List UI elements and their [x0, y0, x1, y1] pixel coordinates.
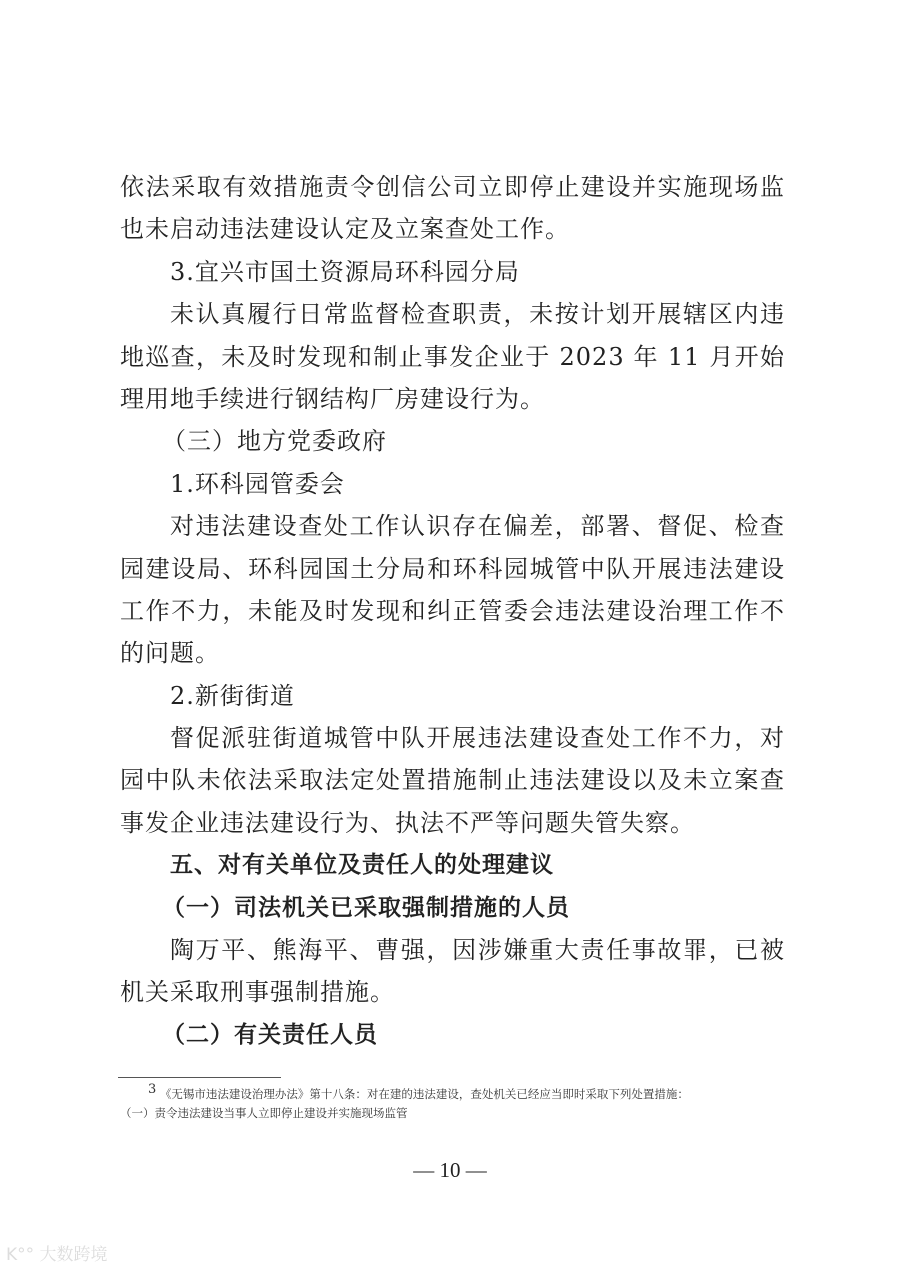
- body-line: 督促派驻街道城管中队开展违法建设查处工作不力，对: [170, 724, 785, 753]
- watermark-logo: K°° 大数跨境: [6, 1245, 108, 1265]
- body-line: 也未启动违法建设认定及立案查处工作。: [120, 215, 570, 244]
- footnote-divider: [118, 1077, 281, 1078]
- body-line: 园中队未依法采取法定处置措施制止违法建设以及未立案查: [120, 766, 785, 795]
- section-heading: 1.环科园管委会: [170, 469, 345, 498]
- line-text: 依法采取有效措施责令创信公司立即停止建设并实施现场监: [120, 173, 785, 201]
- body-line: 事发企业违法建设行为、执法不严等问题失管失察。: [120, 808, 695, 837]
- body-line: 工作不力，未能及时发现和纠正管委会违法建设治理工作不: [120, 596, 785, 625]
- section-heading: 3.宜兴市国土资源局环科园分局: [170, 257, 520, 286]
- section-heading-bold: 五、对有关单位及责任人的处理建议: [170, 852, 554, 879]
- body-line: 对违法建设查处工作认识存在偏差，部署、督促、检查: [170, 512, 785, 541]
- body-line: 未认真履行日常监督检查职责，未按计划开展辖区内违: [170, 300, 785, 329]
- body-line: 地巡查，未及时发现和制止事发企业于 2023 年 11 月开始: [120, 342, 785, 371]
- footnote-text: 《无锡市违法建设治理办法》第十八条：对在建的违法建设，查处机关已经应当即时采取下列处置措施：: [159, 1087, 689, 1101]
- footnote-line: （一）责令违法建设当事人立即停止建设并实施现场监管: [120, 1106, 408, 1120]
- section-heading-bold: （二）有关责任人员: [162, 1021, 378, 1048]
- page-number: — 10 —: [413, 1158, 487, 1182]
- section-heading-bold: （一）司法机关已采取强制措施的人员: [162, 894, 570, 921]
- body-line: [120, 166, 785, 208]
- footnote: [120, 1082, 800, 1123]
- footnote-mark: 3: [148, 1082, 157, 1098]
- body-line: 机关采取刑事强制措施。: [120, 978, 395, 1007]
- body-line: 理用地手续进行钢结构厂房建设行为。: [120, 384, 545, 413]
- section-heading: 2.新街街道: [170, 681, 295, 710]
- section-heading: （三）地方党委政府: [162, 427, 387, 456]
- body-line: 陶万平、熊海平、曹强，因涉嫌重大责任事故罪，已被: [170, 936, 785, 965]
- footnote-line: [120, 1082, 800, 1104]
- body-line: 的问题。: [120, 639, 220, 668]
- document-body: [120, 166, 785, 1056]
- body-line: 园建设局、环科园国土分局和环科园城管中队开展违法建设: [120, 554, 785, 583]
